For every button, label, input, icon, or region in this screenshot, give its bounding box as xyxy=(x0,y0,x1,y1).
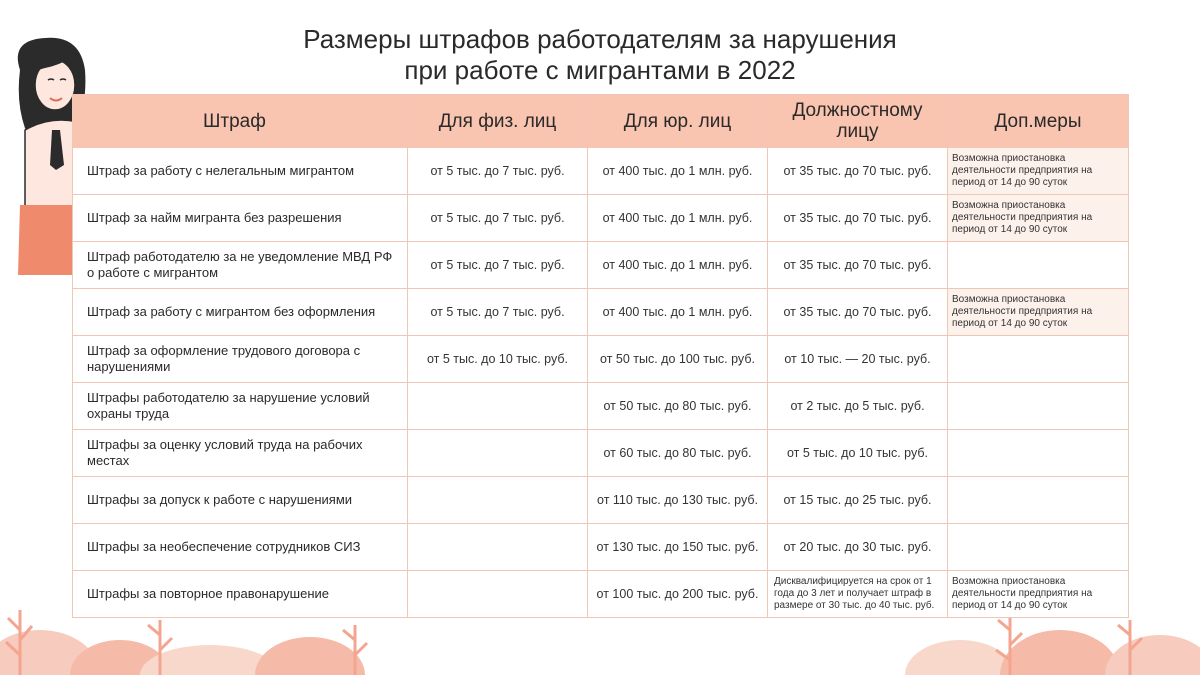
legal-cell: от 400 тыс. до 1 млн. руб. xyxy=(588,289,768,336)
individuals-cell xyxy=(408,571,588,618)
table-row xyxy=(73,524,1129,571)
official-cell: от 2 тыс. до 5 тыс. руб. xyxy=(768,383,948,430)
extra-cell: Возможна приостановка деятельности предприятия на период от 14 до 90 суток xyxy=(948,195,1129,242)
header-individuals: Для физ. лиц xyxy=(408,95,588,148)
legal-cell: от 400 тыс. до 1 млн. руб. xyxy=(588,148,768,195)
header-officials: Должностному лицу xyxy=(768,95,948,148)
fine-name-cell: Штраф работодателю за не уведомление МВД РФ о работе с мигрантом xyxy=(73,242,408,289)
official-cell: Дисквалифицируется на срок от 1 года до 3 лет и получает штраф в размере от 30 тыс. до 40 тыс. руб. xyxy=(768,571,948,618)
extra-cell xyxy=(948,524,1129,571)
table-row xyxy=(73,195,1129,242)
fines-table xyxy=(72,94,1129,618)
header-fine: Штраф xyxy=(73,95,408,148)
extra-cell: Возможна приостановка деятельности предприятия на период от 14 до 90 суток xyxy=(948,148,1129,195)
individuals-cell: от 5 тыс. до 7 тыс. руб. xyxy=(408,148,588,195)
individuals-cell: от 5 тыс. до 10 тыс. руб. xyxy=(408,336,588,383)
official-cell: от 35 тыс. до 70 тыс. руб. xyxy=(768,289,948,336)
page-title xyxy=(0,24,1200,86)
extra-cell: Возможна приостановка деятельности предприятия на период от 14 до 90 суток xyxy=(948,571,1129,618)
official-cell: от 5 тыс. до 10 тыс. руб. xyxy=(768,430,948,477)
table-row xyxy=(73,571,1129,618)
extra-cell: Возможна приостановка деятельности предприятия на период от 14 до 90 суток xyxy=(948,289,1129,336)
fine-name-cell: Штраф за найм мигранта без разрешения xyxy=(73,195,408,242)
official-cell: от 35 тыс. до 70 тыс. руб. xyxy=(768,148,948,195)
official-cell: от 15 тыс. до 25 тыс. руб. xyxy=(768,477,948,524)
individuals-cell xyxy=(408,524,588,571)
header-extra-measures: Доп.меры xyxy=(948,95,1129,148)
extra-cell xyxy=(948,383,1129,430)
official-cell: от 35 тыс. до 70 тыс. руб. xyxy=(768,242,948,289)
legal-cell: от 50 тыс. до 80 тыс. руб. xyxy=(588,383,768,430)
legal-cell: от 400 тыс. до 1 млн. руб. xyxy=(588,195,768,242)
table-row xyxy=(73,242,1129,289)
fine-name-cell: Штрафы работодателю за нарушение условий охраны труда xyxy=(73,383,408,430)
individuals-cell xyxy=(408,383,588,430)
individuals-cell xyxy=(408,430,588,477)
extra-cell xyxy=(948,336,1129,383)
individuals-cell: от 5 тыс. до 7 тыс. руб. xyxy=(408,195,588,242)
table-row xyxy=(73,430,1129,477)
table-row xyxy=(73,477,1129,524)
legal-cell: от 110 тыс. до 130 тыс. руб. xyxy=(588,477,768,524)
legal-cell: от 60 тыс. до 80 тыс. руб. xyxy=(588,430,768,477)
individuals-cell xyxy=(408,477,588,524)
title-line-2: при работе с мигрантами в 2022 xyxy=(404,55,796,85)
extra-cell xyxy=(948,242,1129,289)
individuals-cell: от 5 тыс. до 7 тыс. руб. xyxy=(408,242,588,289)
table-row xyxy=(73,148,1129,195)
official-cell: от 10 тыс. — 20 тыс. руб. xyxy=(768,336,948,383)
legal-cell: от 130 тыс. до 150 тыс. руб. xyxy=(588,524,768,571)
extra-cell xyxy=(948,430,1129,477)
header-legal-entities: Для юр. лиц xyxy=(588,95,768,148)
table-row xyxy=(73,336,1129,383)
table-row xyxy=(73,383,1129,430)
official-cell: от 35 тыс. до 70 тыс. руб. xyxy=(768,195,948,242)
legal-cell: от 50 тыс. до 100 тыс. руб. xyxy=(588,336,768,383)
official-cell: от 20 тыс. до 30 тыс. руб. xyxy=(768,524,948,571)
fine-name-cell: Штраф за работу с нелегальным мигрантом xyxy=(73,148,408,195)
fine-name-cell: Штрафы за необеспечение сотрудников СИЗ xyxy=(73,524,408,571)
legal-cell: от 400 тыс. до 1 млн. руб. xyxy=(588,242,768,289)
fine-name-cell: Штраф за оформление трудового договора с нарушениями xyxy=(73,336,408,383)
table-header-row xyxy=(73,95,1129,148)
legal-cell: от 100 тыс. до 200 тыс. руб. xyxy=(588,571,768,618)
extra-cell xyxy=(948,477,1129,524)
fine-name-cell: Штраф за работу с мигрантом без оформления xyxy=(73,289,408,336)
fine-name-cell: Штрафы за оценку условий труда на рабочих местах xyxy=(73,430,408,477)
table-row xyxy=(73,289,1129,336)
fine-name-cell: Штрафы за допуск к работе с нарушениями xyxy=(73,477,408,524)
individuals-cell: от 5 тыс. до 7 тыс. руб. xyxy=(408,289,588,336)
title-line-1: Размеры штрафов работодателям за нарушения xyxy=(303,24,897,54)
fine-name-cell: Штрафы за повторное правонарушение xyxy=(73,571,408,618)
